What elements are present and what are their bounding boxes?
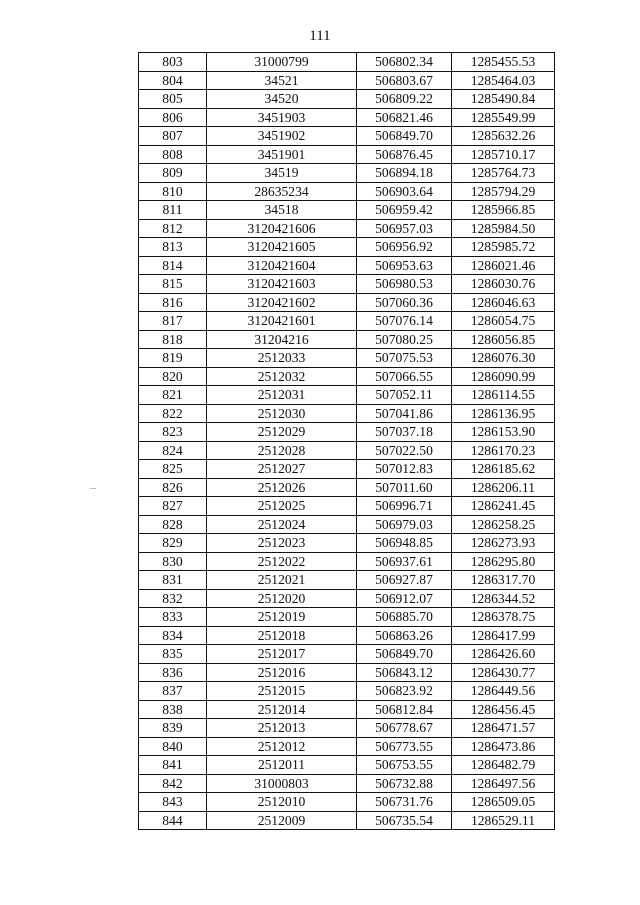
x-coordinate-cell: 506959.42	[357, 201, 452, 220]
y-coordinate-cell: 1285464.03	[452, 71, 555, 90]
point-number-cell: 832	[139, 589, 207, 608]
x-coordinate-cell: 506876.45	[357, 145, 452, 164]
y-coordinate-cell: 1286378.75	[452, 608, 555, 627]
x-coordinate-cell: 507052.11	[357, 386, 452, 405]
table-row	[139, 645, 555, 664]
table-row	[139, 682, 555, 701]
y-coordinate-cell: 1286473.86	[452, 737, 555, 756]
x-coordinate-cell: 506980.53	[357, 275, 452, 294]
point-id-cell: 2512033	[207, 349, 357, 368]
x-coordinate-cell: 506996.71	[357, 497, 452, 516]
point-id-cell: 2512016	[207, 663, 357, 682]
x-coordinate-cell: 506823.92	[357, 682, 452, 701]
point-id-cell: 3451903	[207, 108, 357, 127]
point-number-cell: 844	[139, 811, 207, 830]
point-id-cell: 2512032	[207, 367, 357, 386]
point-number-cell: 819	[139, 349, 207, 368]
point-id-cell: 34520	[207, 90, 357, 109]
point-number-cell: 806	[139, 108, 207, 127]
table-row	[139, 293, 555, 312]
point-number-cell: 809	[139, 164, 207, 183]
table-row	[139, 478, 555, 497]
table-row	[139, 127, 555, 146]
point-id-cell: 2512031	[207, 386, 357, 405]
y-coordinate-cell: 1286153.90	[452, 423, 555, 442]
point-number-cell: 805	[139, 90, 207, 109]
y-coordinate-cell: 1285455.53	[452, 53, 555, 72]
y-coordinate-cell: 1286185.62	[452, 460, 555, 479]
x-coordinate-cell: 506849.70	[357, 645, 452, 664]
y-coordinate-cell: 1286482.79	[452, 756, 555, 775]
y-coordinate-cell: 1286417.99	[452, 626, 555, 645]
point-number-cell: 810	[139, 182, 207, 201]
x-coordinate-cell: 506903.64	[357, 182, 452, 201]
y-coordinate-cell: 1285632.26	[452, 127, 555, 146]
y-coordinate-cell: 1286497.56	[452, 774, 555, 793]
table-row	[139, 330, 555, 349]
point-id-cell: 2512019	[207, 608, 357, 627]
table-row	[139, 90, 555, 109]
point-number-cell: 831	[139, 571, 207, 590]
y-coordinate-cell: 1285985.72	[452, 238, 555, 257]
x-coordinate-cell: 506885.70	[357, 608, 452, 627]
scan-mark	[90, 488, 96, 489]
point-number-cell: 841	[139, 756, 207, 775]
table-row	[139, 552, 555, 571]
point-number-cell: 839	[139, 719, 207, 738]
table-row	[139, 275, 555, 294]
y-coordinate-cell: 1286273.93	[452, 534, 555, 553]
y-coordinate-cell: 1286114.55	[452, 386, 555, 405]
x-coordinate-cell: 507041.86	[357, 404, 452, 423]
table-row	[139, 719, 555, 738]
y-coordinate-cell: 1286509.05	[452, 793, 555, 812]
x-coordinate-cell: 506753.55	[357, 756, 452, 775]
x-coordinate-cell: 506953.63	[357, 256, 452, 275]
y-coordinate-cell: 1286054.75	[452, 312, 555, 331]
y-coordinate-cell: 1285984.50	[452, 219, 555, 238]
point-number-cell: 835	[139, 645, 207, 664]
x-coordinate-cell: 506912.07	[357, 589, 452, 608]
table-row	[139, 811, 555, 830]
point-number-cell: 822	[139, 404, 207, 423]
table-row	[139, 367, 555, 386]
point-id-cell: 3120421604	[207, 256, 357, 275]
y-coordinate-cell: 1286136.95	[452, 404, 555, 423]
table-row	[139, 71, 555, 90]
table-row	[139, 145, 555, 164]
x-coordinate-cell: 506735.54	[357, 811, 452, 830]
table-row	[139, 441, 555, 460]
y-coordinate-cell: 1286241.45	[452, 497, 555, 516]
table-row	[139, 219, 555, 238]
x-coordinate-cell: 506812.84	[357, 700, 452, 719]
point-id-cell: 2512012	[207, 737, 357, 756]
point-number-cell: 827	[139, 497, 207, 516]
x-coordinate-cell: 506843.12	[357, 663, 452, 682]
y-coordinate-cell: 1286170.23	[452, 441, 555, 460]
table-row	[139, 534, 555, 553]
table-row	[139, 386, 555, 405]
point-id-cell: 3120421602	[207, 293, 357, 312]
point-number-cell: 807	[139, 127, 207, 146]
point-id-cell: 31204216	[207, 330, 357, 349]
x-coordinate-cell: 506863.26	[357, 626, 452, 645]
table-row	[139, 626, 555, 645]
x-coordinate-cell: 506957.03	[357, 219, 452, 238]
x-coordinate-cell: 507060.36	[357, 293, 452, 312]
point-id-cell: 2512010	[207, 793, 357, 812]
table-row	[139, 515, 555, 534]
table-row	[139, 589, 555, 608]
x-coordinate-cell: 507075.53	[357, 349, 452, 368]
point-number-cell: 804	[139, 71, 207, 90]
x-coordinate-cell: 507080.25	[357, 330, 452, 349]
x-coordinate-cell: 506732.88	[357, 774, 452, 793]
point-number-cell: 840	[139, 737, 207, 756]
point-number-cell: 830	[139, 552, 207, 571]
point-number-cell: 825	[139, 460, 207, 479]
x-coordinate-cell: 506979.03	[357, 515, 452, 534]
point-number-cell: 842	[139, 774, 207, 793]
y-coordinate-cell: 1286206.11	[452, 478, 555, 497]
point-number-cell: 837	[139, 682, 207, 701]
point-number-cell: 811	[139, 201, 207, 220]
x-coordinate-cell: 506778.67	[357, 719, 452, 738]
x-coordinate-cell: 506894.18	[357, 164, 452, 183]
y-coordinate-cell: 1286471.57	[452, 719, 555, 738]
point-id-cell: 2512030	[207, 404, 357, 423]
table-row	[139, 774, 555, 793]
coordinates-table	[138, 52, 555, 830]
point-number-cell: 803	[139, 53, 207, 72]
y-coordinate-cell: 1286317.70	[452, 571, 555, 590]
y-coordinate-cell: 1285490.84	[452, 90, 555, 109]
table-row	[139, 608, 555, 627]
table-row	[139, 756, 555, 775]
y-coordinate-cell: 1285710.17	[452, 145, 555, 164]
point-id-cell: 2512015	[207, 682, 357, 701]
table-body	[139, 53, 555, 830]
point-id-cell: 2512029	[207, 423, 357, 442]
point-id-cell: 2512025	[207, 497, 357, 516]
point-number-cell: 816	[139, 293, 207, 312]
x-coordinate-cell: 507076.14	[357, 312, 452, 331]
y-coordinate-cell: 1286344.52	[452, 589, 555, 608]
point-number-cell: 838	[139, 700, 207, 719]
x-coordinate-cell: 507037.18	[357, 423, 452, 442]
point-id-cell: 2512027	[207, 460, 357, 479]
table-row	[139, 312, 555, 331]
x-coordinate-cell: 506849.70	[357, 127, 452, 146]
point-id-cell: 2512009	[207, 811, 357, 830]
point-id-cell: 34519	[207, 164, 357, 183]
y-coordinate-cell: 1286030.76	[452, 275, 555, 294]
table-row	[139, 737, 555, 756]
point-id-cell: 2512017	[207, 645, 357, 664]
table-row	[139, 571, 555, 590]
point-number-cell: 817	[139, 312, 207, 331]
y-coordinate-cell: 1286456.45	[452, 700, 555, 719]
page-number: 111	[309, 28, 331, 44]
point-id-cell: 2512013	[207, 719, 357, 738]
table-row	[139, 793, 555, 812]
table-row	[139, 349, 555, 368]
x-coordinate-cell: 506803.67	[357, 71, 452, 90]
point-number-cell: 826	[139, 478, 207, 497]
table-row	[139, 182, 555, 201]
point-number-cell: 813	[139, 238, 207, 257]
point-number-cell: 833	[139, 608, 207, 627]
point-number-cell: 820	[139, 367, 207, 386]
point-id-cell: 3120421601	[207, 312, 357, 331]
point-number-cell: 829	[139, 534, 207, 553]
x-coordinate-cell: 507012.83	[357, 460, 452, 479]
point-number-cell: 818	[139, 330, 207, 349]
point-number-cell: 823	[139, 423, 207, 442]
point-id-cell: 34521	[207, 71, 357, 90]
y-coordinate-cell: 1286529.11	[452, 811, 555, 830]
table-row	[139, 201, 555, 220]
x-coordinate-cell: 507022.50	[357, 441, 452, 460]
point-id-cell: 2512022	[207, 552, 357, 571]
point-number-cell: 834	[139, 626, 207, 645]
point-id-cell: 34518	[207, 201, 357, 220]
point-number-cell: 821	[139, 386, 207, 405]
y-coordinate-cell: 1285966.85	[452, 201, 555, 220]
y-coordinate-cell: 1285549.99	[452, 108, 555, 127]
table-row	[139, 404, 555, 423]
x-coordinate-cell: 506809.22	[357, 90, 452, 109]
y-coordinate-cell: 1286258.25	[452, 515, 555, 534]
point-id-cell: 2512020	[207, 589, 357, 608]
point-id-cell: 3120421603	[207, 275, 357, 294]
table-row	[139, 53, 555, 72]
x-coordinate-cell: 506802.34	[357, 53, 452, 72]
table-row	[139, 663, 555, 682]
x-coordinate-cell: 507066.55	[357, 367, 452, 386]
point-number-cell: 812	[139, 219, 207, 238]
point-id-cell: 3120421606	[207, 219, 357, 238]
table-row	[139, 108, 555, 127]
point-number-cell: 836	[139, 663, 207, 682]
y-coordinate-cell: 1285764.73	[452, 164, 555, 183]
y-coordinate-cell: 1286090.99	[452, 367, 555, 386]
point-number-cell: 843	[139, 793, 207, 812]
y-coordinate-cell: 1285794.29	[452, 182, 555, 201]
table-row	[139, 700, 555, 719]
point-id-cell: 2512011	[207, 756, 357, 775]
y-coordinate-cell: 1286426.60	[452, 645, 555, 664]
point-number-cell: 808	[139, 145, 207, 164]
point-id-cell: 3451902	[207, 127, 357, 146]
point-id-cell: 3120421605	[207, 238, 357, 257]
table-row	[139, 164, 555, 183]
y-coordinate-cell: 1286056.85	[452, 330, 555, 349]
x-coordinate-cell: 506773.55	[357, 737, 452, 756]
table-row	[139, 497, 555, 516]
point-id-cell: 2512026	[207, 478, 357, 497]
point-id-cell: 2512024	[207, 515, 357, 534]
y-coordinate-cell: 1286021.46	[452, 256, 555, 275]
point-number-cell: 814	[139, 256, 207, 275]
x-coordinate-cell: 506821.46	[357, 108, 452, 127]
point-id-cell: 31000803	[207, 774, 357, 793]
point-id-cell: 28635234	[207, 182, 357, 201]
x-coordinate-cell: 507011.60	[357, 478, 452, 497]
point-id-cell: 31000799	[207, 53, 357, 72]
y-coordinate-cell: 1286076.30	[452, 349, 555, 368]
x-coordinate-cell: 506956.92	[357, 238, 452, 257]
x-coordinate-cell: 506937.61	[357, 552, 452, 571]
y-coordinate-cell: 1286295.80	[452, 552, 555, 571]
point-id-cell: 2512018	[207, 626, 357, 645]
table-row	[139, 256, 555, 275]
point-id-cell: 2512014	[207, 700, 357, 719]
point-id-cell: 3451901	[207, 145, 357, 164]
point-id-cell: 2512028	[207, 441, 357, 460]
table-row	[139, 238, 555, 257]
point-number-cell: 815	[139, 275, 207, 294]
point-id-cell: 2512021	[207, 571, 357, 590]
y-coordinate-cell: 1286449.56	[452, 682, 555, 701]
x-coordinate-cell: 506927.87	[357, 571, 452, 590]
y-coordinate-cell: 1286430.77	[452, 663, 555, 682]
y-coordinate-cell: 1286046.63	[452, 293, 555, 312]
x-coordinate-cell: 506948.85	[357, 534, 452, 553]
point-number-cell: 824	[139, 441, 207, 460]
table-row	[139, 460, 555, 479]
x-coordinate-cell: 506731.76	[357, 793, 452, 812]
table-row	[139, 423, 555, 442]
point-number-cell: 828	[139, 515, 207, 534]
point-id-cell: 2512023	[207, 534, 357, 553]
